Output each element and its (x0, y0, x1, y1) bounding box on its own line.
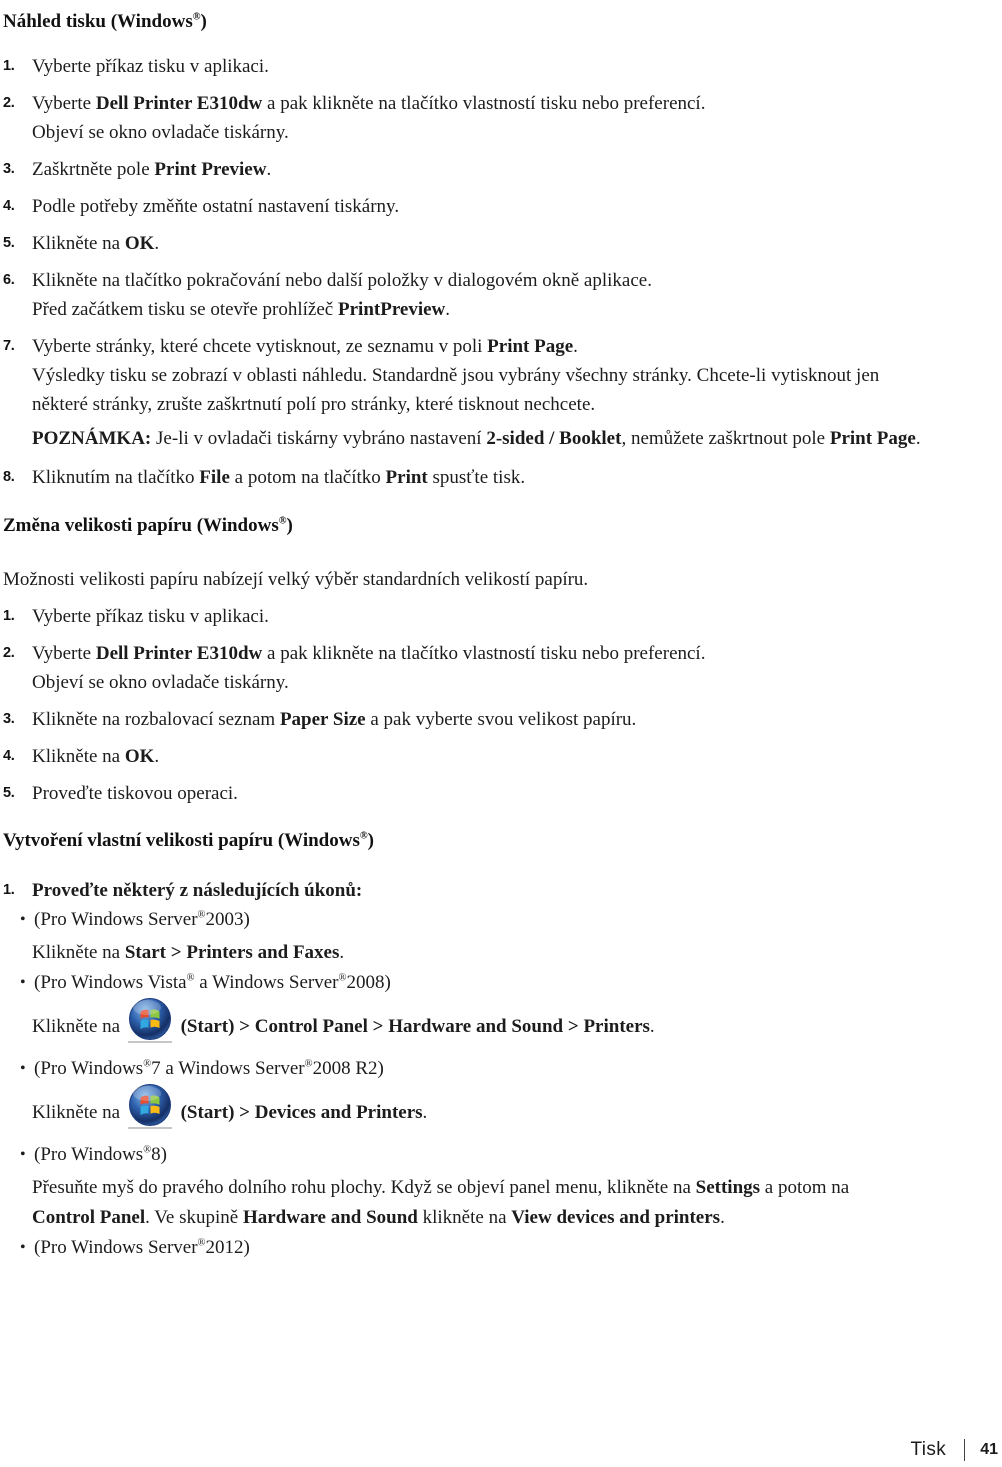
note-text-text: POZNÁMKA: Je-li v ovladači tiskárny vybráno nastavení 2-sided / Booklet, nemůžete zaškrtnout pole Print Page. (32, 428, 921, 449)
step-number: 1. (3, 608, 15, 624)
icon-instruction-line (32, 997, 1002, 1043)
step-item-text: Zaškrtněte pole Print Preview. (32, 159, 272, 180)
section-heading-print-preview (3, 5, 1002, 36)
step-item-text: Klikněte na OK. (32, 746, 160, 767)
step-number: 6. (3, 272, 15, 288)
icon-instruction-line-text: Klikněte na (Start) > Control Panel > Hardware and Sound > Printers. (32, 1016, 655, 1037)
intro-paragraph-text: Možnosti velikosti papíru nabízejí velký výběr standardních velikostí papíru. (3, 569, 589, 590)
bullet-item (20, 905, 1002, 934)
step-number: 7. (3, 338, 15, 354)
step-item-text: Vyberte stránky, které chcete vytisknout, ze seznamu v poli Print Page. (32, 336, 578, 357)
intro-paragraph (3, 565, 1002, 594)
step-item (3, 192, 1002, 221)
step-item (3, 876, 1002, 905)
note-text (32, 424, 1002, 453)
step-item (3, 155, 1002, 184)
continuation-text (32, 295, 1002, 324)
bullet-item (20, 1054, 1002, 1083)
section-heading-paper-size (3, 509, 1002, 540)
section-heading-custom-paper-size-text: Vytvoření vlastní velikosti papíru (Windows®) (3, 830, 374, 851)
footer-separator (964, 1439, 965, 1461)
continuation-text-text: Před začátkem tisku se otevře prohlížeč PrintPreview. (32, 299, 451, 320)
icon-instruction-line (32, 1083, 1002, 1129)
bullet-item-text: (Pro Windows®8) (34, 1144, 167, 1165)
section-heading-custom-paper-size (3, 825, 1002, 855)
step-item-text: Proveďte tiskovou operaci. (32, 783, 238, 804)
step-item-text: Vyberte příkaz tisku v aplikaci. (32, 56, 269, 77)
step-item (3, 602, 1002, 631)
sub-step-text-text: Přesuňte myš do pravého dolního rohu plochy. Když se objeví panel menu, klikněte na Settings a potom na Control Panel. Ve skupině Hardware and Sound klikněte na View devices and printers. (32, 1177, 850, 1228)
continuation-text (32, 118, 1002, 147)
continuation-text-text: Objeví se okno ovladače tiskárny. (32, 122, 289, 143)
bullet-icon: • (20, 1146, 26, 1163)
step-item-text: Vyberte příkaz tisku v aplikaci. (32, 606, 269, 627)
bullet-item (20, 968, 1002, 997)
sub-step-text (32, 938, 1002, 968)
step-item-text: Vyberte Dell Printer E310dw a pak klikněte na tlačítko vlastností tisku nebo preferencí. (32, 93, 706, 114)
section-heading-paper-size-text: Změna velikosti papíru (Windows®) (3, 515, 293, 536)
continuation-text-text: Objeví se okno ovladače tiskárny. (32, 672, 289, 693)
step-item (3, 705, 1002, 734)
step-item (3, 779, 1002, 808)
icon-instruction-line-text: Klikněte na (Start) > Devices and Printers. (32, 1102, 427, 1123)
step-item-text: Kliknutím na tlačítko File a potom na tlačítko Print spusťte tisk. (32, 467, 526, 488)
continuation-text (32, 361, 1002, 419)
step-number: 5. (3, 785, 15, 801)
step-number: 2. (3, 95, 15, 111)
step-number: 2. (3, 645, 15, 661)
step-item-text: Klikněte na tlačítko pokračování nebo další položky v dialogovém okně aplikace. (32, 270, 652, 291)
step-number: 1. (3, 882, 15, 898)
sub-step-text-text: Klikněte na Start > Printers and Faxes. (32, 942, 345, 963)
windows-start-icon (125, 1102, 181, 1123)
step-item (3, 463, 1002, 492)
windows-start-icon (125, 1016, 181, 1037)
step-number: 5. (3, 235, 15, 251)
step-item (3, 639, 1002, 668)
step-number: 8. (3, 469, 15, 485)
footer-page-number: 41 (980, 1441, 998, 1458)
bullet-icon: • (20, 1060, 26, 1077)
step-item-text: Klikněte na rozbalovací seznam Paper Size a pak vyberte svou velikost papíru. (32, 709, 637, 730)
page-footer (910, 1439, 998, 1461)
bullet-icon: • (20, 974, 26, 991)
bullet-item (20, 1233, 1002, 1262)
step-number: 3. (3, 711, 15, 727)
step-item (3, 742, 1002, 771)
bullet-item-text: (Pro Windows Server®2003) (34, 909, 250, 930)
step-item-text: Proveďte některý z následujících úkonů: (32, 880, 363, 901)
step-number: 4. (3, 748, 15, 764)
step-item-text: Klikněte na OK. (32, 233, 160, 254)
step-item-text: Podle potřeby změňte ostatní nastavení tiskárny. (32, 196, 400, 217)
continuation-text-text: Výsledky tisku se zobrazí v oblasti náhledu. Standardně jsou vybrány všechny stránky. Chcete-li vytisknout jen některé stránky, zrušte zaškrtnutí polí pro stránky, které tisknout nechcete. (32, 365, 880, 415)
bullet-item (20, 1140, 1002, 1169)
bullet-icon: • (20, 911, 26, 928)
step-item (3, 266, 1002, 295)
step-item (3, 229, 1002, 258)
step-number: 4. (3, 198, 15, 214)
step-number: 1. (3, 58, 15, 74)
step-item (3, 332, 1002, 361)
step-item (3, 89, 1002, 118)
continuation-text (32, 668, 1002, 697)
step-number: 3. (3, 161, 15, 177)
step-item-text: Vyberte Dell Printer E310dw a pak klikněte na tlačítko vlastností tisku nebo preferencí. (32, 643, 706, 664)
bullet-item-text: (Pro Windows Server®2012) (34, 1237, 250, 1258)
footer-section-label: Tisk (910, 1439, 947, 1460)
bullet-icon: • (20, 1239, 26, 1256)
bullet-item-text: (Pro Windows Vista® a Windows Server®2008) (34, 972, 391, 993)
section-heading-print-preview-text: Náhled tisku (Windows®) (3, 11, 207, 32)
step-item (3, 52, 1002, 81)
bullet-item-text: (Pro Windows®7 a Windows Server®2008 R2) (34, 1058, 384, 1079)
sub-step-text (32, 1173, 1002, 1233)
